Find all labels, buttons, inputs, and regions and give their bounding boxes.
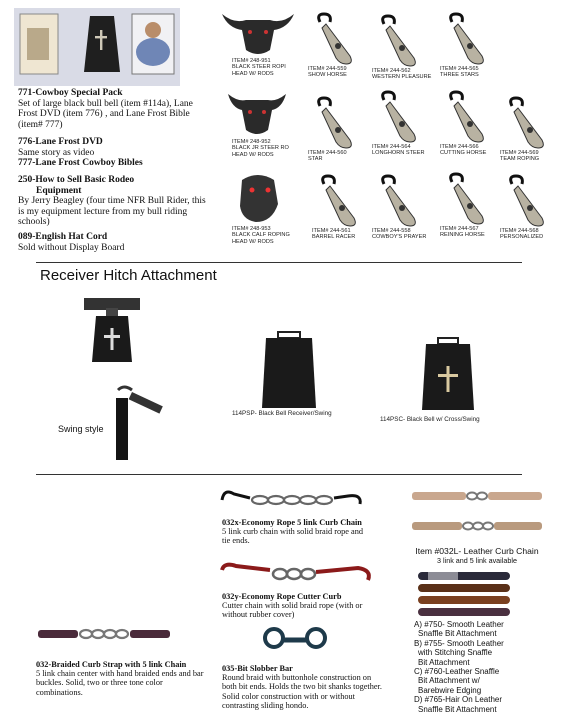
bit-d-line2: Snaffle Bit Attachment [418, 704, 497, 714]
hoof-pick-name: REINING HORSE [440, 232, 485, 239]
hoof-pick-item-number: ITEM# 244-567 [440, 226, 479, 232]
hoof-pick-item [312, 174, 364, 241]
hoof-pick-item [308, 96, 360, 163]
hoof-pick-item [372, 174, 426, 241]
economy-rope-desc: 5 link curb chain with solid braid rope and tie ends. [222, 527, 364, 546]
bit-attachment-c [414, 667, 564, 695]
head-item-3: ITEM# 248-953 [232, 226, 271, 232]
special-pack-title: 771-Cowboy Special Pack [18, 88, 123, 98]
head-desc-1: HEAD W/ RODS [232, 70, 274, 77]
hoof-pick-image [308, 12, 360, 66]
hoof-pick-name: STAR [308, 156, 323, 163]
head-caption-2 [232, 139, 289, 158]
hoof-pick-image [500, 174, 552, 228]
hoof-pick-name: WESTERN PLEASURE [372, 74, 432, 81]
cutter-curb-image [218, 558, 374, 588]
rodeo-title-2: Equipment [36, 185, 82, 196]
cutter-curb-title: 032y-Economy Rope Cutter Curb [222, 592, 342, 601]
slobber-bar-desc: Round braid with buttonhole construction on both bit ends. Holds the two bit shanks together. Solid color construction with or without contrasting sliding hondo. [222, 673, 382, 710]
economy-rope-block [222, 518, 372, 546]
cutter-curb-desc: Cutter chain with solid braid rope (with or without rubber cover) [222, 601, 363, 620]
bit-b-line3: Bit Attachment [418, 657, 470, 667]
hoof-pick-image [308, 96, 360, 150]
hoof-pick-item-number: ITEM# 244-560 [308, 150, 347, 156]
head-item-2: ITEM# 248-952 [232, 139, 271, 145]
head-desc-3: HEAD W/ RODS [232, 238, 274, 245]
head-item-1: ITEM# 248-951 [232, 58, 271, 64]
braided-curb-title: 032-Braided Curb Strap with 5 link Chain [36, 660, 187, 669]
hoof-pick-image [372, 174, 424, 228]
hoof-pick-item-number: ITEM# 244-568 [500, 228, 539, 234]
receiver-bell-caption: 114PSP- Black Bell Receiver/Swing [232, 410, 332, 417]
steer-head-image [220, 6, 296, 58]
hoof-pick-item-number: ITEM# 244-559 [308, 66, 347, 72]
swing-style-label: Swing style [58, 424, 104, 434]
head-name-1: BLACK STEER ROPI [232, 64, 286, 71]
section-divider-1 [36, 262, 522, 263]
special-pack-photo [14, 8, 180, 86]
jr-steer-head-image [226, 86, 288, 138]
hoof-pick-image [440, 172, 492, 226]
slobber-bar-block [222, 664, 382, 710]
head-name-2: BLACK JR STEER RO [232, 145, 289, 152]
special-pack-block [18, 88, 208, 130]
special-pack-desc: Set of large black bull bell (item #114a), Lane Frost DVD (item 776) , and Lane Frost Bible (item# 777) [18, 98, 193, 130]
hoof-pick-name: LONGHORN STEER [372, 150, 425, 157]
braided-curb-desc: 5 link chain center with hand braided ends and bar buckles. Solid, two or three tone color combinations. [36, 669, 204, 697]
hoof-pick-item-number: ITEM# 244-566 [440, 144, 479, 150]
head-name-3: BLACK CALF ROPING [232, 232, 290, 239]
hoof-pick-item [500, 96, 552, 163]
hoof-pick-name: PERSONALIZED [500, 234, 544, 241]
hoof-pick-name: THREE STARS [440, 72, 479, 79]
hoof-pick-item [440, 90, 492, 157]
economy-rope-chain-image [220, 486, 366, 512]
hoof-pick-item-number: ITEM# 244-558 [372, 228, 411, 234]
hitch-bell-image [84, 294, 140, 364]
dvd-title: 776-Lane Frost DVD [18, 137, 103, 147]
hoof-pick-image [440, 90, 492, 144]
hoof-pick-image [312, 174, 364, 228]
hoof-pick-image [500, 96, 552, 150]
bit-attachment-b [414, 639, 564, 667]
hoof-pick-item [372, 90, 425, 157]
hoof-pick-name: TEAM ROPING [500, 156, 540, 163]
bit-attachment-d [414, 695, 564, 714]
hoof-pick-image [440, 12, 492, 66]
hoof-pick-name: SHOW HORSE [308, 72, 347, 79]
head-desc-2: HEAD W/ RODS [232, 151, 274, 158]
hat-block [18, 232, 208, 253]
cutter-curb-block [222, 592, 378, 620]
receiver-bell-image [258, 330, 320, 410]
snaffle-bit-attachments-image [412, 570, 516, 616]
section-divider-2 [36, 474, 522, 475]
swing-bell-image [108, 384, 170, 460]
slobber-bar-image [262, 618, 328, 662]
leather-curb-desc: 3 link and 5 link available [437, 556, 517, 565]
slobber-bar-title: 035-Bit Slobber Bar [222, 664, 293, 673]
bit-d-line1: D) #765-Hair On Leather [414, 695, 503, 705]
rodeo-desc: By Jerry Beagley (four time NFR Bull Rider, this is my equipment lecture from my bull riding schools) [18, 196, 206, 227]
braided-curb-strap-image [36, 620, 174, 650]
head-caption-1 [232, 58, 286, 77]
bit-b-line1: B) #755- Smooth Leather [414, 638, 504, 648]
hoof-pick-item-number: ITEM# 244-561 [312, 228, 351, 234]
hoof-pick-name: COWBOY'S PRAYER [372, 234, 427, 241]
hat-title: 089-English Hat Cord [18, 232, 108, 242]
hoof-pick-item-number: ITEM# 244-564 [372, 144, 411, 150]
calf-head-image [232, 170, 284, 226]
leather-curb-title: Item #032L- Leather Curb Chain [415, 546, 539, 556]
head-caption-3 [232, 226, 290, 245]
hoof-pick-item [372, 14, 431, 81]
braided-curb-block [36, 660, 206, 697]
hoof-pick-name: CUTTING HORSE [440, 150, 487, 157]
hoof-pick-item-number: ITEM# 244-562 [372, 68, 411, 74]
bit-a-line2: Snaffle Bit Attachment [418, 629, 497, 639]
bit-c-line3: Barebwire Edging [418, 685, 482, 695]
hitch-heading: Receiver Hitch Attachment [40, 267, 217, 284]
rodeo-title-1: 250-How to Sell Basic Rodeo [18, 175, 135, 185]
leather-curb-chain-image [410, 486, 544, 538]
hoof-pick-item [500, 174, 552, 241]
hoof-pick-image [372, 90, 424, 144]
hoof-pick-item-number: ITEM# 244-569 [500, 150, 539, 156]
bit-attachment-list [414, 620, 564, 714]
hoof-pick-image [372, 14, 424, 68]
hoof-pick-name: BARREL RACER [312, 234, 356, 241]
hat-desc: Sold without Display Board [18, 242, 125, 253]
dvd-block [18, 137, 208, 158]
hoof-pick-item [440, 172, 492, 239]
economy-rope-title: 032x-Economy Rope 5 link Curb Chain [222, 518, 362, 527]
hoof-pick-item-number: ITEM# 244-565 [440, 66, 479, 72]
hoof-pick-item [440, 12, 492, 79]
rodeo-block [18, 175, 208, 228]
bit-a-line1: A) #750- Smooth Leather [414, 620, 504, 629]
bit-c-line1: C) #760-Leather Snaffle [414, 667, 500, 677]
dvd-desc: Same story as video [18, 147, 95, 158]
cross-bell-image [418, 336, 478, 412]
bible-title: 777-Lane Frost Cowboy Bibles [18, 158, 143, 168]
bit-c-line2: Bit Attachment w/ [418, 676, 480, 686]
cross-bell-caption: 114PSC- Black Bell w/ Cross/Swing [380, 416, 480, 423]
bit-attachment-a [414, 620, 564, 639]
bit-b-line2: with Stitching Snaffle [418, 648, 493, 658]
special-pack-image [14, 8, 180, 86]
leather-curb-block [402, 546, 552, 566]
hoof-pick-item [308, 12, 360, 79]
